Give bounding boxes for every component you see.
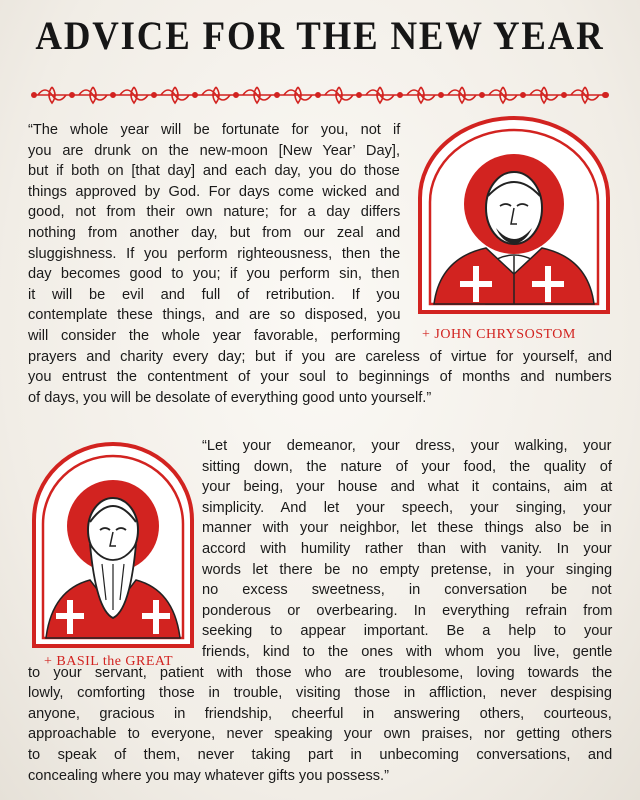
text-line: anyone, gracious in friendship, cheerful in answering others, courteous, [28, 705, 612, 722]
author-basil-the-great: + BASIL the GREAT [44, 654, 174, 669]
text-line: you entrust the contentment of your soul to beginnings of months and numbers [28, 369, 612, 386]
quote-chrysostom-upper [28, 120, 400, 347]
text-line: to your servant, patient with those who are troublesome, loving towards the [28, 664, 613, 681]
text-line: manner with your neighbor, let these things also be in [202, 520, 612, 537]
ornament-dot [562, 93, 566, 97]
ornament-dot [275, 93, 279, 97]
ornament-dot [193, 93, 197, 97]
quote-chrysostom-lower [28, 347, 612, 409]
text-line: things approved by God. For days come wicked and [28, 183, 400, 200]
text-line: but if both on [that day] and each day, you do those [28, 163, 400, 180]
quote-basil-upper [202, 436, 612, 663]
text-line: prayers and charity every day; but if you are careless of virtue for yourself, and [28, 348, 612, 365]
text-line: no excess sweetness, in conversation be not [202, 582, 612, 599]
text-line: lowly, comforting those in trouble, visiting those in affliction, never despising [28, 685, 612, 702]
author-john-chrysostom: + JOHN CHRYSOSTOM [422, 327, 576, 342]
text-line: approachable to everyone, never speaking your own praises, nor getting others [28, 726, 612, 743]
text-line: your being, your house and what it contains, aim at [202, 479, 613, 496]
saint-basil-the-great-icon [30, 440, 196, 650]
text-line: sluggishness. If you perform righteousness, then the [28, 245, 401, 262]
text-line: concealing where you may whatever gifts you possess.” [28, 767, 389, 784]
ornament-dot [398, 93, 402, 97]
ornament-dot [316, 93, 320, 97]
text-line: it will be evil and full of retribution. If you [28, 286, 400, 303]
ornament-dot [234, 93, 238, 97]
text-line: words let there be no empty pretense, in your singing [202, 561, 613, 578]
page-title: ADVICE FOR THE NEW YEAR [35, 13, 605, 58]
ornament-divider-icon [28, 82, 612, 108]
ornament-dot [111, 93, 115, 97]
quote-basil-lower [28, 663, 612, 787]
ornament-dot [152, 93, 156, 97]
ornament-dot [521, 93, 525, 97]
text-line: seeking to appear important. Be a help to your [202, 623, 613, 640]
text-line: “The whole year will be fortunate for you, not if [28, 122, 401, 138]
text-line: ponderous or overbearing. In everything refrain from [202, 602, 613, 619]
text-line: friends, kind to the ones with whom you live, gentle [202, 643, 613, 660]
text-line: simplicity. And let your speech, your singing, your [202, 499, 612, 516]
ornament-dot [70, 93, 74, 97]
text-line: nothing from another day, but from our zeal and [28, 224, 401, 241]
text-line: day becomes good to you; if you perform sin, then [28, 266, 400, 283]
text-line: contemplate these things, and are so disposed, you [28, 307, 401, 324]
ornament-dot [439, 93, 443, 97]
text-line: to speak of them, never taking part in unbecoming conversations, and [28, 746, 613, 763]
text-line: “Let your demeanor, your dress, your walking, your [202, 438, 612, 454]
saint-john-chrysostom-icon [416, 116, 612, 316]
text-line: sitting down, the nature of your food, the quality of [202, 458, 612, 475]
ornament-dot [480, 93, 484, 97]
text-line: of days, you will be desolate of everything good unto yourself.” [28, 389, 432, 406]
text-line: will consider the whole year favorable, performing [28, 327, 401, 344]
text-line: accord with humility rather than with vanity. In your [202, 540, 612, 557]
ornament-dot [357, 93, 361, 97]
text-line: good, not from their own nature; for a day differs [28, 204, 401, 221]
text-line: you are drunk on the new-moon [New Year’ Day], [28, 142, 400, 159]
